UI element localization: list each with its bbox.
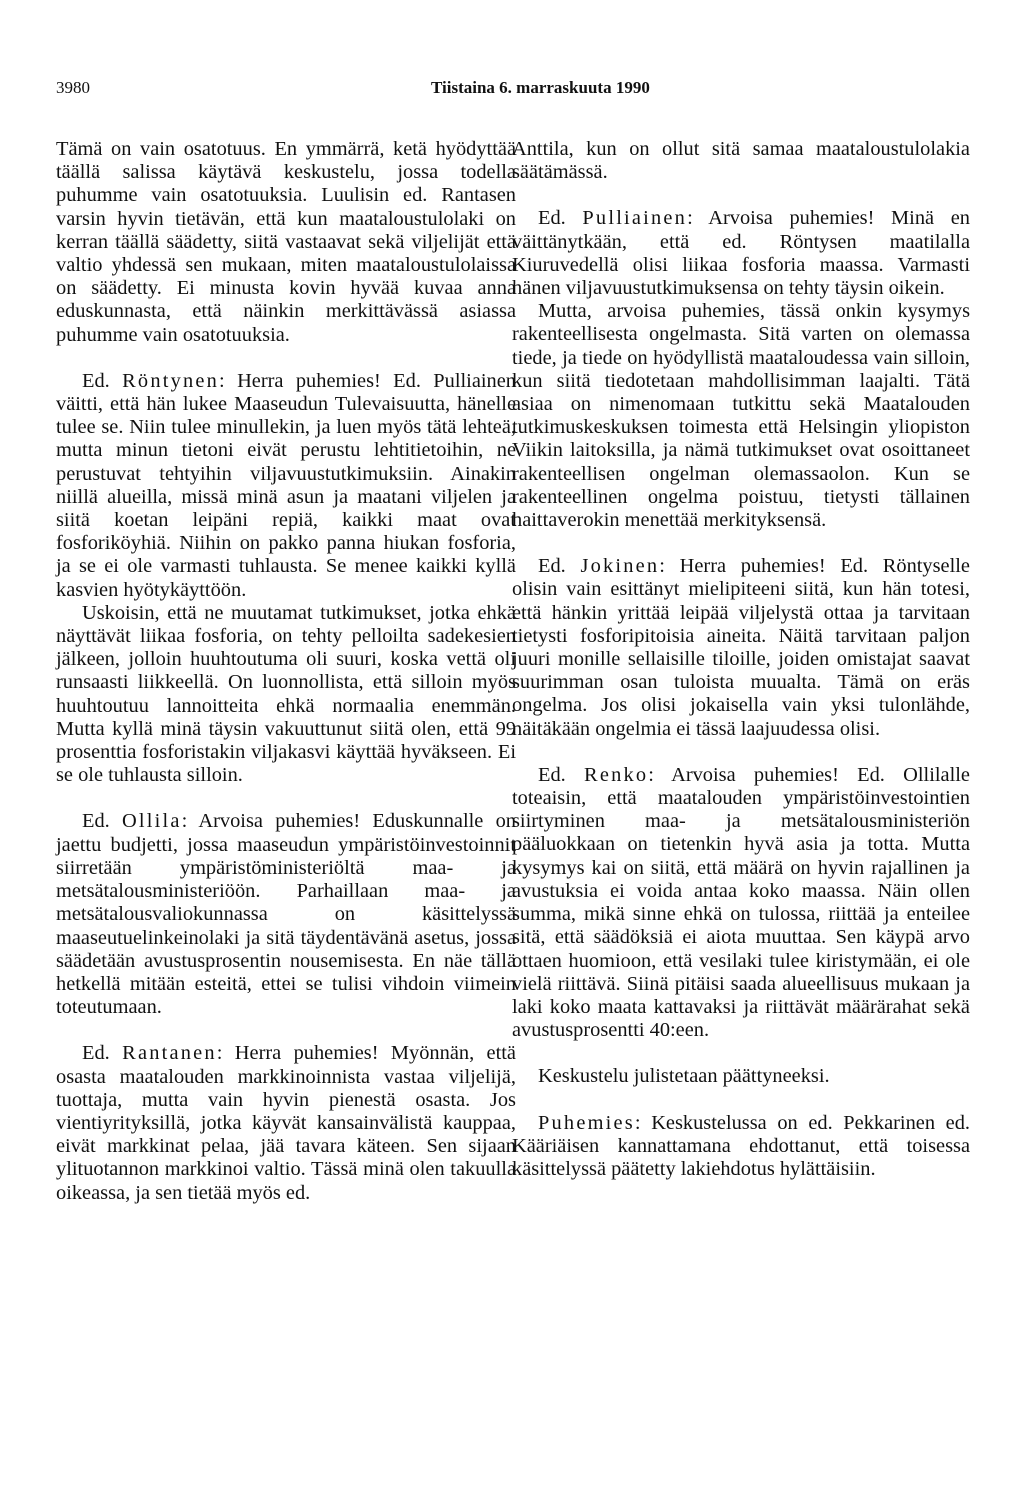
page-number: 3980: [56, 78, 90, 97]
paragraph-text: : Keskustelussa on ed. Pekkarinen ed. Kääriäisen kannattamana ehdottanut, että toisessa käsittelyssä päätetty lakiehdotus hylättäisiin.: [512, 1111, 970, 1180]
paragraph: [56, 138, 516, 347]
paragraph: [56, 602, 516, 788]
speech-paragraph: [512, 764, 970, 1042]
speech-paragraph: [512, 207, 970, 300]
speaker-prefix: Ed.: [538, 555, 581, 578]
right-column: [512, 138, 970, 1181]
speaker-name: Pulliainen: [582, 207, 688, 230]
paragraph-text: Tämä on vain osatotuus. En ymmärrä, ketä hyödyttää täällä salissa käytävä keskustelu, jossa todella puhumme vain osatotuuksia. Luulisin ed. Rantasen varsin hyvin tietävän, että kun maataloustulolaki on kerran täällä säädetty, siitä vastaavat sekä viljelijät että valtio yhdessä sen mukaan, miten maataloustulolaissa on säädetty. Ei minusta kovin hyvää kuvaa anna eduskunnasta, että näinkin merkittävässä asiassa puhumme vain osatotuuksia.: [56, 138, 516, 346]
speech-paragraph: [512, 555, 970, 741]
speech-paragraph: [56, 810, 516, 1019]
left-column: [56, 138, 516, 1205]
speaker-prefix: Ed.: [82, 369, 123, 392]
speaker-prefix: Ed.: [82, 1042, 123, 1065]
paragraph-text: Uskoisin, että ne muutamat tutkimukset, jotka ehkä näyttävät liikaa fosforia, on tehty pelloilta sadekesien jälkeen, jolloin huuhtoutuma oli suuri, koska vettä oli runsaasti liikkeellä. On luonnollista, että silloin myös huuhtoutuu lannoitteita ehkä normaalia enemmän. Mutta kyllä minä täysin vakuuttunut siitä olen, että 99 prosenttia fosforistakin viljakasvi käyttää hyväkseen. Ei se ole tuhlausta silloin.: [56, 601, 516, 787]
paragraph-text: : Arvoisa puhemies! Eduskunnalle on jaettu budjetti, jossa maaseudun ympäristöinvestoinnit siirretään ympäristöministeriöltä maa- ja metsätalousministeriöön. Parhaillaan maa- ja metsätalousvaliokunnassa on käsittelyssä maaseutuelinkeinolaki ja sitä täydentävänä asetus, jossa säädetään avustusprosentin nousemisesta. En näe tällä hetkellä mitään esteitä, ettei se tulisi vihdoin viimein toteutumaan.: [56, 810, 516, 1019]
running-head: Tiistaina 6. marraskuuta 1990: [431, 78, 650, 97]
page-header: [56, 78, 968, 104]
paragraph-text: : Arvoisa puhemies! Ed. Ollilalle toteaisin, että maatalouden ympäristöinvestointien siirtyminen maa- ja metsätalousministeriön pääluokkaan on tietenkin hyvä asia ja totta. Mutta kysymys kai on siitä, että määrä on hyvin rajallinen ja avustuksia ei voida antaa koko maassa. Näin ollen summa, mikä sinne ehkä on tulossa, riittää ja enteilee sitä, että säädöksiä ei aiota muuttaa. Sen käypä arvo ottaen huomioon, että vesilaki tulee kiristymään, ei ole vielä riittävä. Siinä pitäisi saada alueellisuus mukaan ja laki koko maata kattavaksi ja riittävät määrärahat sekä avustusprosentti 40:een.: [512, 763, 970, 1042]
speech-paragraph: [56, 1042, 516, 1204]
speaker-name: Ollila: [121, 810, 182, 833]
paragraph-text: : Herra puhemies! Ed. Röntyselle olisin vain esittänyt mielipiteeni siitä, kun hän totesi, että hänkin yrittää leipää viljelystä ottaa ja tarvitaan tietysti fosforipitoisia aineita. Näitä tarvitaan paljon juuri monille sellaisille tiloille, joiden omistajat saavat suurimman osan tuloista muualta. Tämä on eräs ongelma. Jos olisi jokaisella vain yksi tulonlähde, näitäkään ongelmia ei tässä laajuudessa olisi.: [512, 555, 970, 740]
paragraph-text: : Herra puhemies! Myönnän, että osasta maatalouden markkinoinnista vastaa viljelijä, tuottaja, mutta vain hyvin pienestä osasta. Jos vientiyrityksillä, jotka käyvät kansainvälistä kauppaa, eivät markkinat pelaa, jää tavara käteen. Sen sijaan ylituotannon markkinoi valtio. Tässä minä olen takuulla oikeassa, ja sen tietää myös ed.: [56, 1042, 516, 1204]
speaker-name: Röntynen: [122, 369, 220, 392]
paragraph-text: Mutta, arvoisa puhemies, tässä onkin kysymys rakenteellisesta ongelmasta. Sitä varten on olemassa tiede, ja tiede on hyödyllistä maataloudessa vain silloin, kun siitä tiedotetaan mahdollisimman laajalti. Tätä asiaa on nimenomaan tutkittu sekä Maatalouden tutkimuskeskuksen toimesta että Helsingin yliopiston Viikin laitoksilla, ja nämä tutkimukset ovat osoittaneet rakenteellisen ongelman olemassaolon. Kun se rakenteellinen ongelma poistuu, tietysti tällainen haittaverokin menettää merkityksensä.: [512, 300, 970, 532]
paragraph-text: : Arvoisa puhemies! Minä en väittänytkään, että ed. Röntysen maatilalla Kiuruvedellä olisi liikaa fosforia maassa. Varmasti hänen viljavuustutkimuksensa on tehty täysin oikein.: [512, 207, 970, 300]
speaker-prefix: Ed.: [82, 810, 122, 833]
speaker-prefix: Ed.: [538, 207, 583, 230]
paragraph: [512, 300, 970, 532]
speaker-name: Renko: [584, 763, 649, 786]
speaker-name: Rantanen: [122, 1042, 217, 1065]
speaker-name: Puhemies: [538, 1111, 635, 1134]
paragraph: [512, 138, 970, 184]
speaker-prefix: Ed.: [538, 763, 585, 786]
paragraph-text: Keskustelu julistetaan päättyneeksi.: [538, 1065, 830, 1088]
paragraph-text: : Herra puhemies! Ed. Pulliainen väitti, että hän lukee Maaseudun Tulevaisuutta, hänelle tulee se. Niin tulee minullekin, ja luen myös tätä lehteä, mutta minun tietoni eivät perustu lehtitietoihin, ne perustuvat tehtyihin viljavuustutkimuksiin. Ainakin niillä alueilla, missä minä asun ja maatani viljelen ja siitä koetan leipäni repiä, kaikki maat ovat fosforiköyhiä. Niihin on pakko panna hiukan fosforia, ja se ei ole varmasti tuhlausta. Se menee kaikki kyllä kasvien hyötykäyttöön.: [56, 369, 516, 601]
paragraph-text: Anttila, kun on ollut sitä samaa maataloustulolakia säätämässä.: [512, 138, 970, 184]
speech-paragraph: [512, 1112, 970, 1182]
speaker-name: Jokinen: [580, 555, 660, 578]
speech-paragraph: [512, 1065, 970, 1088]
speech-paragraph: [56, 370, 516, 602]
